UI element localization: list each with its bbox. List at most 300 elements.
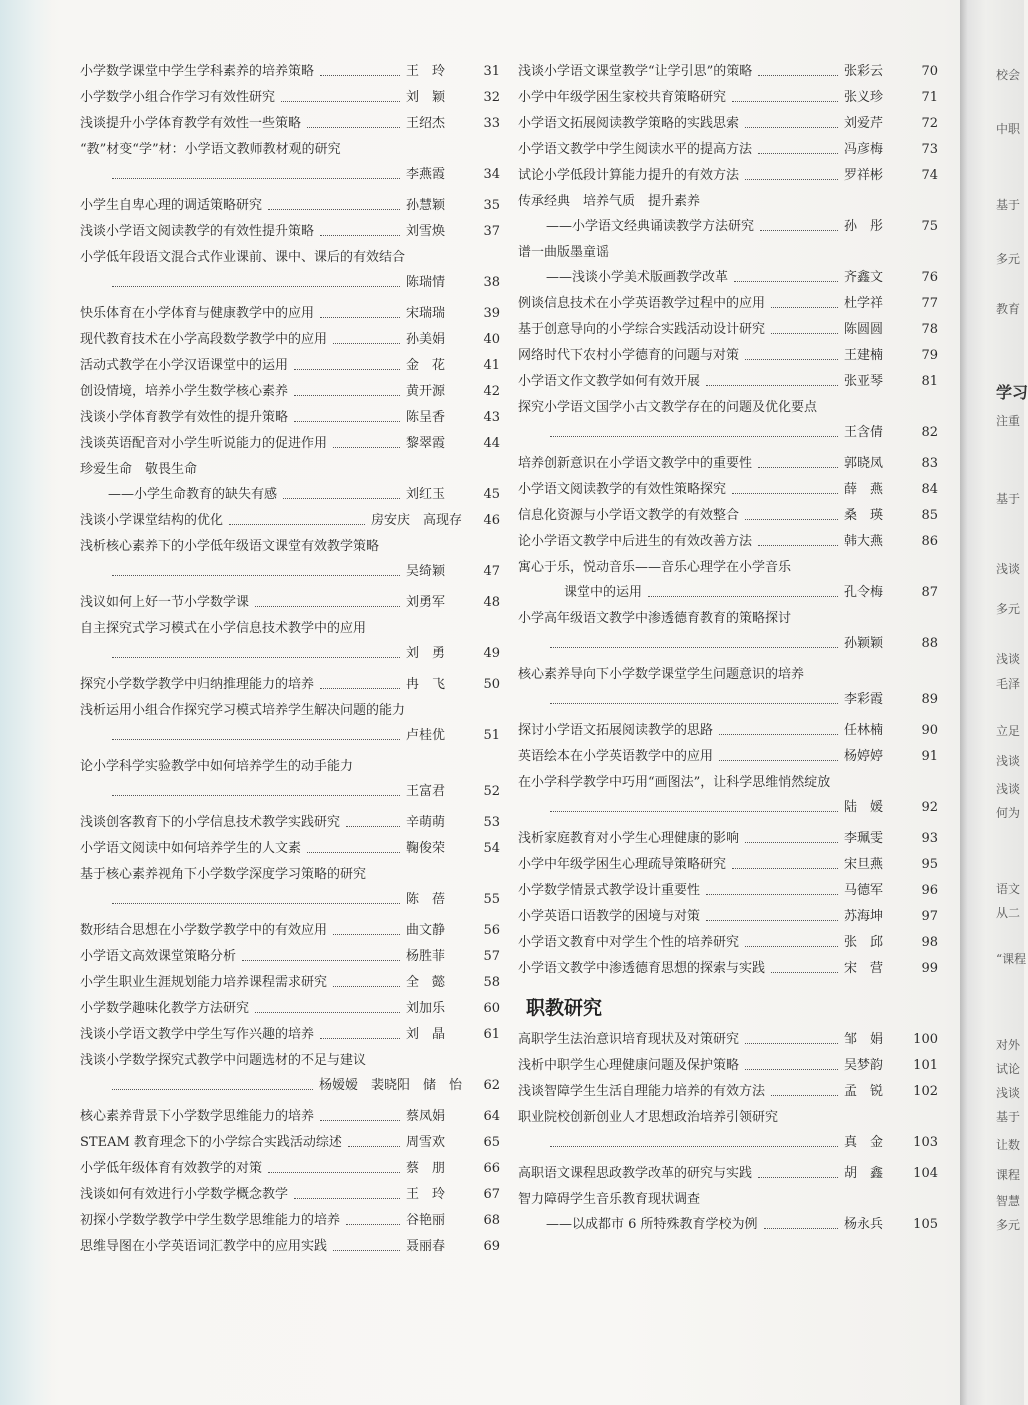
entry-author: 陈圆圆 <box>844 322 884 337</box>
toc-entry <box>518 219 938 235</box>
entry-title: STEAM 教育理念下的小学综合实践活动综述 <box>80 1135 342 1150</box>
entry-author: 冉 飞 <box>406 677 446 692</box>
edge-text-fragment: 学习 <box>996 383 1028 402</box>
entry-page-number: 46 <box>483 513 500 528</box>
leader-dots <box>112 739 400 740</box>
entry-page-number: 33 <box>483 116 500 131</box>
entry-title: 小学英语口语教学的困境与对策 <box>518 909 701 924</box>
entry-title: ——以成都市 6 所特殊教育学校为例 <box>546 1217 758 1232</box>
leader-dots <box>333 1250 400 1251</box>
toc-entry <box>518 168 938 184</box>
entry-author: 曲文静 <box>406 923 446 938</box>
entry-title: 浅谈小学语文教学中学生写作兴趣的培养 <box>80 1027 315 1042</box>
toc-entry <box>80 1078 500 1094</box>
entry-author: 刘雪焕 <box>406 224 446 239</box>
leader-dots <box>771 972 838 973</box>
toc-entry <box>518 374 938 390</box>
leader-dots <box>745 1043 838 1044</box>
toc-entry <box>80 728 500 744</box>
entry-page-number: 103 <box>913 1135 938 1150</box>
entry-page-number: 89 <box>921 692 938 707</box>
edge-text-fragment: 对外 <box>996 1038 1021 1052</box>
entry-title: 小学数学小组合作学习有效性研究 <box>80 90 276 105</box>
entry-title: 小学语文阅读中如何培养学生的人文素 <box>80 841 302 856</box>
edge-text-fragment: 基于 <box>996 198 1021 212</box>
leader-dots <box>320 235 400 236</box>
entry-author: 辛萌萌 <box>406 815 446 830</box>
toc-entry <box>80 436 500 452</box>
edge-text-fragment: 何为 <box>996 806 1021 820</box>
entry-page-number: 51 <box>483 728 500 743</box>
leader-dots <box>320 1038 400 1039</box>
edge-text-fragment: 立足 <box>996 724 1021 738</box>
entry-author: 李珮雯 <box>844 831 884 846</box>
entry-title: 浅谈创客教育下的小学信息技术教学实践研究 <box>80 815 341 830</box>
toc-entry <box>518 425 938 441</box>
entry-author: 任林楠 <box>844 723 884 738</box>
toc-entry <box>518 64 938 80</box>
leader-dots <box>550 1146 838 1147</box>
leader-dots <box>229 524 365 525</box>
entry-author: 宋旦燕 <box>844 857 884 872</box>
entry-title: 小学数学趣味化教学方法研究 <box>80 1001 250 1016</box>
entry-page-number: 53 <box>483 815 500 830</box>
page-gutter-shadow <box>0 0 52 1405</box>
leader-dots <box>294 395 400 396</box>
entry-author: 张义珍 <box>844 90 884 105</box>
toc-entry <box>518 322 938 338</box>
edge-text-fragment: 毛泽 <box>996 677 1021 691</box>
entry-title: 浅议如何上好一节小学数学课 <box>80 595 250 610</box>
entry-page-number: 45 <box>483 487 500 502</box>
entry-page-number: 77 <box>921 296 938 311</box>
entry-page-number: 88 <box>921 636 938 651</box>
entry-title: 小学语文教学中学生阅读水平的提高方法 <box>518 142 753 157</box>
entry-author: 刘 颖 <box>406 90 446 105</box>
edge-text-fragment: 多元 <box>996 1218 1021 1232</box>
entry-author: 张 邱 <box>844 935 884 950</box>
toc-title-line: 小学低年段语文混合式作业课前、课中、课后的有效结合 <box>80 250 406 265</box>
entry-title: 创设情境，培养小学生数学核心素养 <box>80 384 289 399</box>
leader-dots <box>550 703 838 704</box>
toc-entry <box>80 513 500 529</box>
leader-dots <box>760 230 838 231</box>
entry-title: 小学生职业生涯规划能力培养课程需求研究 <box>80 975 328 990</box>
entry-title: 探究小学数学教学中归纳推理能力的培养 <box>80 677 315 692</box>
toc-entry <box>80 1135 500 1151</box>
entry-title: 信息化资源与小学语文教学的有效整合 <box>518 508 740 523</box>
entry-page-number: 90 <box>921 723 938 738</box>
entry-title: 活动式教学在小学汉语课堂中的运用 <box>80 358 289 373</box>
entry-author: 齐鑫文 <box>844 270 884 285</box>
entry-author: 罗祥彬 <box>844 168 884 183</box>
leader-dots <box>294 369 400 370</box>
entry-author: 杨婷婷 <box>844 749 884 764</box>
entry-author: 黎翠霞 <box>406 436 446 451</box>
toc-entry <box>80 116 500 132</box>
entry-page-number: 34 <box>483 167 500 182</box>
entry-page-number: 41 <box>483 358 500 373</box>
entry-title: 小学语文作文教学如何有效开展 <box>518 374 701 389</box>
toc-entry <box>80 1213 500 1229</box>
entry-page-number: 76 <box>921 270 938 285</box>
toc-entry <box>80 275 500 291</box>
toc-title-line: 浅析核心素养下的小学低年级语文课堂有效教学策略 <box>80 539 380 554</box>
leader-dots <box>764 1228 838 1229</box>
leader-dots <box>112 178 400 179</box>
leader-dots <box>112 575 400 576</box>
entry-title: 小学数学情景式教学设计重要性 <box>518 883 701 898</box>
entry-title: 浅谈提升小学体育教学有效性一些策略 <box>80 116 302 131</box>
toc-entry <box>518 723 938 739</box>
leader-dots <box>734 281 838 282</box>
leader-dots <box>732 493 838 494</box>
entry-title: 浅析中职学生心理健康问题及保护策略 <box>518 1058 740 1073</box>
entry-page-number: 81 <box>921 374 938 389</box>
entry-title: 探讨小学语文拓展阅读教学的思路 <box>518 723 714 738</box>
section-heading: 职教研究 <box>526 997 603 1019</box>
leader-dots <box>333 343 400 344</box>
entry-author: 刘 晶 <box>406 1027 446 1042</box>
entry-page-number: 70 <box>921 64 938 79</box>
leader-dots <box>706 920 838 921</box>
toc-entry <box>80 410 500 426</box>
entry-page-number: 82 <box>921 425 938 440</box>
leader-dots <box>112 1089 313 1090</box>
entry-title: 思维导图在小学英语词汇教学中的应用实践 <box>80 1239 328 1254</box>
entry-author: 真 金 <box>844 1135 884 1150</box>
edge-text-fragment: 浅谈 <box>996 782 1021 796</box>
leader-dots <box>333 934 400 935</box>
leader-dots <box>706 894 838 895</box>
edge-text-fragment: 智慧 <box>996 1194 1021 1208</box>
leader-dots <box>281 101 400 102</box>
leader-dots <box>112 795 400 796</box>
toc-entry <box>518 90 938 106</box>
leader-dots <box>758 467 838 468</box>
toc-entry <box>80 1109 500 1125</box>
entry-author: 刘 勇 <box>406 646 446 661</box>
edge-text-fragment: 中职 <box>996 122 1021 136</box>
entry-author: 谷艳丽 <box>406 1213 446 1228</box>
toc-entry <box>80 892 500 908</box>
toc-entry <box>80 167 500 183</box>
entry-page-number: 52 <box>483 784 500 799</box>
edge-text-fragment: 教育 <box>996 302 1021 316</box>
entry-title: 浅谈小学体育教学有效性的提升策略 <box>80 410 289 425</box>
leader-dots <box>771 307 838 308</box>
leader-dots <box>333 447 400 448</box>
entry-page-number: 97 <box>921 909 938 924</box>
toc-entry <box>80 1027 500 1043</box>
entry-title: 浅谈小学语文课堂教学“让学引思”的策略 <box>518 64 753 79</box>
entry-author: 蔡凤娟 <box>406 1109 446 1124</box>
entry-title: 小学语文高效课堂策略分析 <box>80 949 237 964</box>
toc-entry <box>80 646 500 662</box>
leader-dots <box>771 333 838 334</box>
entry-author: 张彩云 <box>844 64 884 79</box>
toc-entry <box>518 857 938 873</box>
entry-title: 高职学生法治意识培育现状及对策研究 <box>518 1032 740 1047</box>
leader-dots <box>333 986 400 987</box>
entry-page-number: 58 <box>483 975 500 990</box>
edge-text-fragment: 浅谈 <box>996 754 1021 768</box>
toc-entry <box>518 116 938 132</box>
leader-dots <box>745 1069 838 1070</box>
entry-page-number: 99 <box>921 961 938 976</box>
entry-author: 王富君 <box>406 784 446 799</box>
leader-dots <box>268 209 400 210</box>
entry-title: 浅谈小学语文阅读教学的有效性提升策略 <box>80 224 315 239</box>
leader-dots <box>320 688 400 689</box>
entry-page-number: 95 <box>921 857 938 872</box>
edge-text-fragment: “课程 <box>996 952 1027 966</box>
leader-dots <box>255 1012 400 1013</box>
leader-dots <box>550 811 838 812</box>
entry-author: 张亚琴 <box>844 374 884 389</box>
entry-title: 例谈信息技术在小学英语教学过程中的应用 <box>518 296 766 311</box>
leader-dots <box>307 127 400 128</box>
toc-entry <box>518 935 938 951</box>
entry-author: 冯彦梅 <box>844 142 884 157</box>
entry-author: 桑 瑛 <box>844 508 884 523</box>
leader-dots <box>745 359 838 360</box>
entry-page-number: 38 <box>483 275 500 290</box>
toc-title-line: “教”材变“学”材：小学语文教师教材观的研究 <box>80 142 341 157</box>
entry-title: 快乐体育在小学体育与健康教学中的应用 <box>80 306 315 321</box>
toc-title-line: 寓心于乐，悦动音乐——音乐心理学在小学音乐 <box>518 560 792 575</box>
entry-author: 全 懿 <box>406 975 446 990</box>
entry-title: 试论小学低段计算能力提升的有效方法 <box>518 168 740 183</box>
entry-page-number: 104 <box>913 1166 938 1181</box>
leader-dots <box>242 960 400 961</box>
edge-text-fragment: 多元 <box>996 602 1021 616</box>
entry-page-number: 56 <box>483 923 500 938</box>
entry-author: 黄开源 <box>406 384 446 399</box>
entry-author: 陆 媛 <box>844 800 884 815</box>
entry-author: 陈 蓓 <box>406 892 446 907</box>
entry-title: 小学低年级体育有效教学的对策 <box>80 1161 263 1176</box>
entry-author: 陈呈香 <box>406 410 446 425</box>
entry-title: 论小学语文教学中后进生的有效改善方法 <box>518 534 753 549</box>
entry-title: 课堂中的运用 <box>564 585 643 600</box>
toc-entry <box>80 841 500 857</box>
entry-author: 杜学祥 <box>844 296 884 311</box>
leader-dots <box>112 286 400 287</box>
leader-dots <box>112 903 400 904</box>
toc-entry <box>518 636 938 652</box>
leader-dots <box>745 179 838 180</box>
entry-author: 王 玲 <box>406 64 446 79</box>
edge-text-fragment: 注重 <box>996 414 1021 428</box>
leader-dots <box>283 498 400 499</box>
entry-title: 浅谈如何有效进行小学数学概念教学 <box>80 1187 289 1202</box>
toc-entry <box>518 909 938 925</box>
entry-author: 孙颖颖 <box>844 636 884 651</box>
entry-page-number: 55 <box>483 892 500 907</box>
entry-page-number: 42 <box>483 384 500 399</box>
leader-dots <box>758 153 838 154</box>
edge-text-fragment: 课程 <box>996 1168 1021 1182</box>
entry-author: 刘爱芹 <box>844 116 884 131</box>
leader-dots <box>550 647 838 648</box>
toc-title-line: 浅析运用小组合作探究学习模式培养学生解决问题的能力 <box>80 703 406 718</box>
toc-entry <box>518 482 938 498</box>
edge-text-fragment: 基于 <box>996 1110 1021 1124</box>
toc-title-line: 谱一曲版墨童谣 <box>518 245 610 260</box>
entry-author: 刘红玉 <box>406 487 446 502</box>
entry-page-number: 68 <box>483 1213 500 1228</box>
entry-author: 杨嫒嫒 裴晓阳 储 怡 <box>318 1078 462 1093</box>
entry-title: 小学数学课堂中学生学科素养的培养策略 <box>80 64 315 79</box>
leader-dots <box>348 1146 400 1147</box>
toc-entry <box>80 595 500 611</box>
entry-page-number: 78 <box>921 322 938 337</box>
entry-page-number: 105 <box>913 1217 938 1232</box>
entry-title: 浅谈小学课堂结构的优化 <box>80 513 224 528</box>
entry-title: ——小学语文经典诵读教学方法研究 <box>546 219 755 234</box>
leader-dots <box>307 852 400 853</box>
edge-text-fragment: 浅谈 <box>996 652 1021 666</box>
entry-author: 金 花 <box>406 358 446 373</box>
entry-title: 小学语文教学中渗透德育思想的探索与实践 <box>518 961 766 976</box>
entry-author: 鞠俊荣 <box>406 841 446 856</box>
toc-entry <box>518 831 938 847</box>
toc-title-line: 在小学科学教学中巧用“画图法”，让科学思维悄然绽放 <box>518 775 831 790</box>
toc-title-line: 核心素养导向下小学数学课堂学生问题意识的培养 <box>518 667 805 682</box>
entry-page-number: 72 <box>921 116 938 131</box>
toc-entry <box>80 1187 500 1203</box>
entry-author: 李燕霞 <box>406 167 446 182</box>
entry-page-number: 66 <box>483 1161 500 1176</box>
leader-dots <box>745 946 838 947</box>
entry-author: 孙美娟 <box>406 332 446 347</box>
entry-title: 小学语文拓展阅读教学策略的实践思索 <box>518 116 740 131</box>
leader-dots <box>758 75 838 76</box>
leader-dots <box>255 606 400 607</box>
leader-dots <box>346 1224 400 1225</box>
entry-author: 邹 娟 <box>844 1032 884 1047</box>
toc-entry <box>80 198 500 214</box>
entry-page-number: 92 <box>921 800 938 815</box>
entry-author: 王含倩 <box>844 425 884 440</box>
entry-page-number: 93 <box>921 831 938 846</box>
entry-page-number: 96 <box>921 883 938 898</box>
toc-right-column <box>518 64 938 1243</box>
entry-author: 刘勇军 <box>406 595 446 610</box>
entry-author: 李彩霞 <box>844 692 884 707</box>
leader-dots <box>268 1172 400 1173</box>
entry-title: 现代教育技术在小学高段数学教学中的应用 <box>80 332 328 347</box>
entry-page-number: 91 <box>921 749 938 764</box>
entry-author: 马德军 <box>844 883 884 898</box>
toc-title-line: 论小学科学实验教学中如何培养学生的动手能力 <box>80 759 354 774</box>
entry-title: 基于创意导向的小学综合实践活动设计研究 <box>518 322 766 337</box>
toc-entry <box>80 487 500 503</box>
entry-page-number: 102 <box>913 1084 938 1099</box>
toc-entry <box>80 64 500 80</box>
edge-text-fragment: 浅谈 <box>996 562 1021 576</box>
toc-entry <box>80 784 500 800</box>
entry-author: 王建楠 <box>844 348 884 363</box>
entry-author: 陈瑞情 <box>406 275 446 290</box>
toc-entry <box>518 534 938 550</box>
entry-page-number: 60 <box>483 1001 500 1016</box>
toc-left-column <box>80 64 500 1265</box>
entry-title: 数形结合思想在小学数学教学中的有效应用 <box>80 923 328 938</box>
entry-page-number: 32 <box>483 90 500 105</box>
entry-title: ——小学生命教育的缺失有感 <box>108 487 278 502</box>
toc-entry <box>80 923 500 939</box>
toc-entry <box>80 384 500 400</box>
toc-entry <box>518 883 938 899</box>
entry-page-number: 31 <box>483 64 500 79</box>
entry-author: 吴绮颖 <box>406 564 446 579</box>
leader-dots <box>745 127 838 128</box>
edge-text-fragment: 浅谈 <box>996 1086 1021 1100</box>
entry-author: 韩大燕 <box>844 534 884 549</box>
toc-entry <box>80 1161 500 1177</box>
entry-page-number: 85 <box>921 508 938 523</box>
entry-title: 培养创新意识在小学语文教学中的重要性 <box>518 456 753 471</box>
toc-title-line: 职业院校创新创业人才思想政治培养引领研究 <box>518 1110 779 1125</box>
entry-author: 苏海坤 <box>844 909 884 924</box>
toc-entry <box>518 585 938 601</box>
leader-dots <box>719 734 838 735</box>
toc-entry <box>80 677 500 693</box>
toc-entry <box>518 270 938 286</box>
entry-title: 浅析家庭教育对小学生心理健康的影响 <box>518 831 740 846</box>
edge-text-fragment: 多元 <box>996 252 1021 266</box>
edge-text-fragment: 校会 <box>996 68 1021 82</box>
edge-text-fragment: 试论 <box>996 1062 1021 1076</box>
entry-title: 小学中年级学困生心理疏导策略研究 <box>518 857 727 872</box>
toc-entry <box>518 1166 938 1182</box>
edge-text-fragment: 语文 <box>996 882 1021 896</box>
toc-entry <box>518 508 938 524</box>
entry-page-number: 71 <box>921 90 938 105</box>
entry-author: 吴梦韵 <box>844 1058 884 1073</box>
toc-entry <box>80 332 500 348</box>
toc-entry <box>518 692 938 708</box>
entry-title: 小学语文教育中对学生个性的培养研究 <box>518 935 740 950</box>
leader-dots <box>550 436 838 437</box>
entry-author: 薛 燕 <box>844 482 884 497</box>
entry-title: 浅谈智障学生生活自理能力培养的有效方法 <box>518 1084 766 1099</box>
entry-title: 浅谈英语配音对小学生听说能力的促进作用 <box>80 436 328 451</box>
leader-dots <box>732 101 838 102</box>
entry-page-number: 75 <box>921 219 938 234</box>
entry-page-number: 65 <box>483 1135 500 1150</box>
entry-author: 聂丽春 <box>406 1239 446 1254</box>
toc-entry <box>518 1135 938 1151</box>
entry-title: 网络时代下农村小学德育的问题与对策 <box>518 348 740 363</box>
entry-page-number: 87 <box>921 585 938 600</box>
toc-title-line: 小学高年级语文教学中渗透德育教育的策略探讨 <box>518 611 792 626</box>
entry-page-number: 57 <box>483 949 500 964</box>
leader-dots <box>294 1198 400 1199</box>
leader-dots <box>346 826 400 827</box>
toc-title-line: 基于核心素养视角下小学数学深度学习策略的研究 <box>80 867 367 882</box>
toc-entry <box>518 1084 938 1100</box>
entry-author: 卢桂优 <box>406 728 446 743</box>
leader-dots <box>758 545 838 546</box>
entry-title: 小学生自卑心理的调适策略研究 <box>80 198 263 213</box>
entry-page-number: 64 <box>483 1109 500 1124</box>
toc-entry <box>80 949 500 965</box>
entry-author: 孙慧颖 <box>406 198 446 213</box>
entry-author: 宋瑞瑞 <box>406 306 446 321</box>
